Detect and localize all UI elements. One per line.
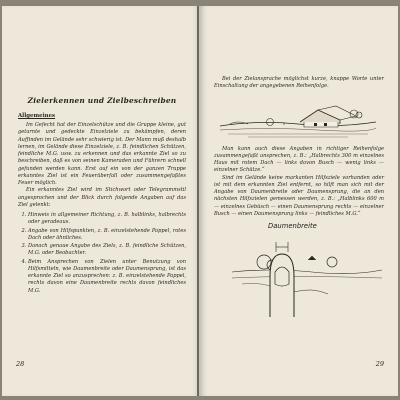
section-title: Zielerkennen und Zielbeschreiben: [27, 96, 177, 105]
book-spread: [2, 6, 398, 396]
paragraph: Man kann auch diese Angaben in richtiger Reihenfolge zusammengefaßt ansprechen, z. B.: „Halbrechts 300 m einzelnes Haus mit rotem Dach — links davon Busch — wenig links — einzelner Schütze.“: [214, 145, 384, 174]
paragraph: Sind im Gelände keine markanten Hilfsziele vorhanden oder ist mit dem erkannten Ziel entfernt, so hilft man sich mit der Angabe von Daumenbreite oder Daumensprung, die an den nächsten Hilfszielen gemessen werden, z. B.: „Halblinks 600 m — einzelnes Gebüsch — einen Daumensprung rechts — einzelner Busch — einen Daumensprung links — feindliches M.G.“: [214, 174, 384, 217]
list-item: 1. Hinweis in allgemeiner Richtung, z. B. halblinks, halbrechts oder geradeaus.: [28, 212, 186, 227]
landscape-illustration: [218, 94, 380, 140]
numbered-list: [18, 212, 186, 295]
page-number-left: 28: [16, 360, 25, 368]
right-page-content: [214, 76, 384, 317]
subheading: Allgemeines: [18, 113, 56, 119]
figure-label: Daumenbreite: [268, 222, 317, 230]
list-item: 4. Beim Ansprechen von Zielen unter Benutzung von Hilfsmitteln, wie Daumenbreite oder Daumensprung, ist das erkannte Ziel so anzusprechen: z. B. einzelstehende Pappel, rechts davon eine Daumenbreite rechts davon feindliches M.G.: [28, 259, 186, 295]
list-item: 2. Angabe von Hilfspunkten, z. B. einzelstehende Pappel, rotes Dach oder ähnliches.: [28, 228, 186, 243]
left-page-content: [18, 96, 186, 296]
paragraph: Ein erkanntes Ziel wird im Stichwort oder Telegrammstil angesprochen und der Blick durch folgende Angaben auf das Ziel gelenkt:: [18, 187, 186, 208]
right-page: [200, 6, 398, 396]
paragraph: Im Gefecht hat der Einzelschütze und die Gruppe kleine, gut getarnte und gedeckte Einzelziele zu bekämpfen, deren Auffinden im Gelände sehr schwierig ist. Der Mann muß deshalb lernen, im Gelände diese Einzelziele, z. B. feindlichen Schützen, feindliche M.G. usw. zu erkennen und das erkannte Ziel so zu beschreiben, daß es von seinen Kameraden und Führern schnell gefunden werden kann. Erst auf ein von der ganzen Truppe erkanntes Ziel ist ein Feuerüberfall oder zusammengefaßtes Feuer möglich.: [18, 122, 186, 186]
farmhouse-landscape-drawing: [218, 94, 378, 140]
thumb-hand-drawing: [232, 232, 382, 317]
book-gutter: [197, 6, 199, 396]
left-page: [2, 6, 200, 396]
thumb-width-illustration: [222, 222, 380, 317]
page-number-right: 29: [375, 360, 384, 368]
intro-paragraph: Bei der Zielansprache möglichst kurze, knappe Worte unter Einschaltung der angegebenen Reihenfolge.: [214, 76, 384, 90]
list-item: 3. Danach genaue Angabe des Ziels, z. B. feindliche Schützen, M.G. oder Beobachter.: [28, 243, 186, 258]
